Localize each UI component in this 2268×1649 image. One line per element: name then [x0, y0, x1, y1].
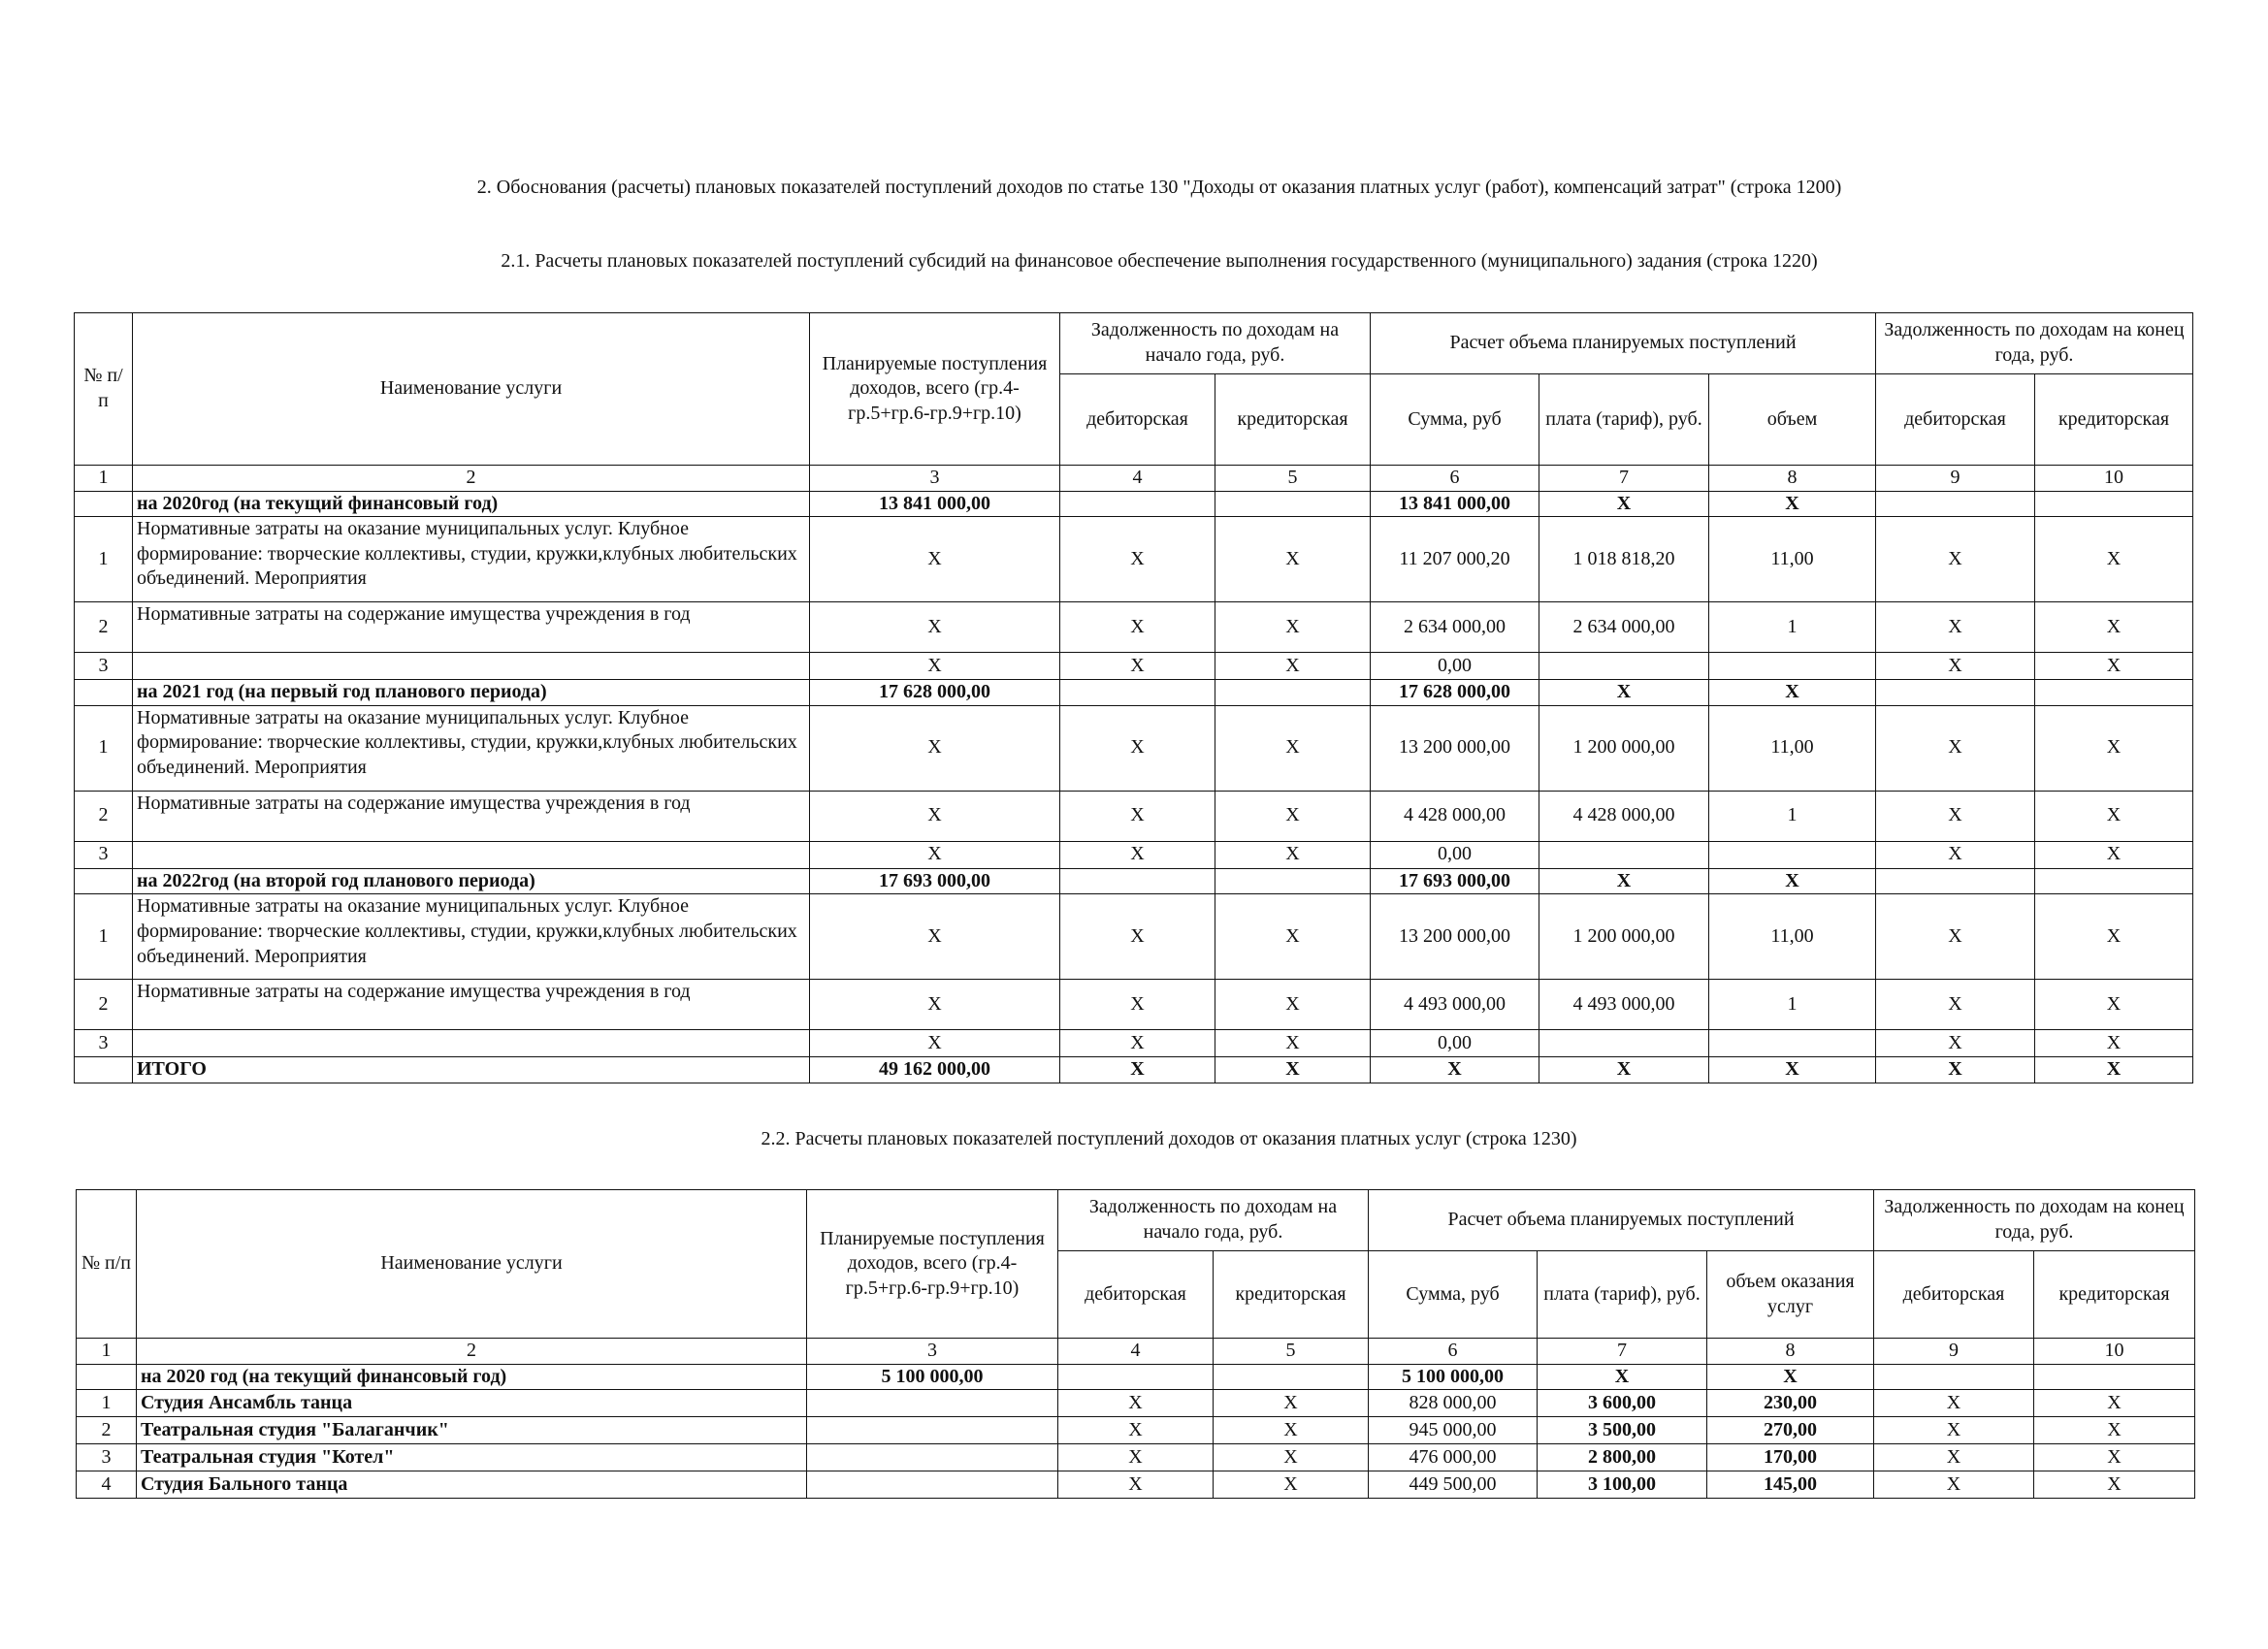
value-cell: X: [1876, 705, 2035, 791]
col-number: 9: [1876, 466, 2035, 492]
col-number: 8: [1709, 466, 1876, 492]
debit-header: дебиторская: [1060, 374, 1215, 466]
value-cell: X: [2034, 1417, 2195, 1444]
value-cell: X: [1876, 602, 2035, 653]
value-cell: X: [2034, 1471, 2195, 1499]
service-name-cell: Студия Ансамбль танца: [137, 1390, 807, 1417]
value-cell: 4 493 000,00: [1539, 980, 1709, 1030]
table-row: [75, 491, 2193, 517]
service-name-cell: Театральная студия "Балаганчик": [137, 1417, 807, 1444]
service-name-cell: ИТОГО: [133, 1057, 810, 1083]
col-number: 4: [1060, 466, 1215, 492]
service-name-cell: Нормативные затраты на содержание имущества учреждения в год: [133, 791, 810, 841]
row-number-cell: [75, 868, 133, 894]
col-number: 10: [2034, 1339, 2195, 1365]
row-number-cell: 2: [75, 980, 133, 1030]
value-cell: 1: [1709, 980, 1876, 1030]
col-number: 5: [1214, 1339, 1369, 1365]
credit-header: кредиторская: [1215, 374, 1371, 466]
value-cell: X: [1215, 841, 1371, 868]
col-number: 2: [137, 1339, 807, 1365]
value-cell: 5 100 000,00: [807, 1364, 1058, 1390]
value-cell: X: [1876, 1030, 2035, 1057]
row-number-cell: 2: [77, 1417, 137, 1444]
value-cell: X: [1371, 1057, 1539, 1083]
value-cell: 270,00: [1707, 1417, 1874, 1444]
table-row: [77, 1444, 2195, 1471]
value-cell: [1876, 680, 2035, 706]
debt-end-header: Задолженность по доходам на конец года, руб.: [1876, 313, 2193, 374]
value-cell: [807, 1444, 1058, 1471]
service-name-cell: на 2020год (на текущий финансовый год): [133, 491, 810, 517]
value-cell: X: [2035, 653, 2193, 680]
table-row: [75, 680, 2193, 706]
row-number-cell: 3: [77, 1444, 137, 1471]
service-name-cell: на 2020 год (на текущий финансовый год): [137, 1364, 807, 1390]
value-cell: X: [1215, 1057, 1371, 1083]
value-cell: X: [1876, 1057, 2035, 1083]
value-cell: X: [1214, 1471, 1369, 1499]
section-2-2-heading: 2.2. Расчеты плановых показателей поступлений доходов от оказания платных услуг (строка 1230): [761, 1128, 1577, 1149]
value-cell: X: [1214, 1417, 1369, 1444]
value-cell: [2035, 868, 2193, 894]
col-number: 7: [1538, 1339, 1707, 1365]
value-cell: X: [1060, 791, 1215, 841]
value-cell: X: [1215, 791, 1371, 841]
value-cell: [1060, 868, 1215, 894]
credit-end-header: кредиторская: [2034, 1251, 2195, 1339]
col-number: 7: [1539, 466, 1709, 492]
col-num-header: № п/п: [75, 313, 133, 466]
value-cell: X: [1060, 517, 1215, 602]
value-cell: 13 200 000,00: [1371, 894, 1539, 980]
service-name-cell: Нормативные затраты на содержание имущества учреждения в год: [133, 980, 810, 1030]
service-name-cell: Нормативные затраты на оказание муниципальных услуг. Клубное формирование: творческие коллективы, студии, кружки,клубных любительских объединений. Мероприятия: [133, 517, 810, 602]
value-cell: 145,00: [1707, 1471, 1874, 1499]
col-number: 5: [1215, 466, 1371, 492]
value-cell: [1215, 680, 1371, 706]
value-cell: [807, 1417, 1058, 1444]
value-cell: X: [1876, 517, 2035, 602]
col-number: 1: [77, 1339, 137, 1365]
value-cell: X: [1060, 602, 1215, 653]
value-cell: 476 000,00: [1369, 1444, 1538, 1471]
service-name-cell: Нормативные затраты на оказание муниципальных услуг. Клубное формирование: творческие коллективы, студии, кружки,клубных любительских объединений. Мероприятия: [133, 894, 810, 980]
service-name-cell: Нормативные затраты на оказание муниципальных услуг. Клубное формирование: творческие коллективы, студии, кружки,клубных любительских объединений. Мероприятия: [133, 705, 810, 791]
value-cell: X: [1060, 841, 1215, 868]
value-cell: X: [1060, 705, 1215, 791]
row-number-cell: [77, 1364, 137, 1390]
value-cell: X: [1215, 653, 1371, 680]
service-name-cell: [133, 841, 810, 868]
value-cell: X: [1876, 841, 2035, 868]
table-row: [75, 980, 2193, 1030]
value-cell: X: [1874, 1444, 2034, 1471]
value-cell: X: [810, 517, 1060, 602]
value-cell: X: [1876, 653, 2035, 680]
paid-services-table: [76, 1189, 2195, 1499]
value-cell: X: [1707, 1364, 1874, 1390]
table-row: [77, 1417, 2195, 1444]
value-cell: 0,00: [1371, 1030, 1539, 1057]
section-2-heading: 2. Обоснования (расчеты) плановых показателей поступлений доходов по статье 130 "Доходы от оказания платных услуг (работ), компенсаций затрат" (строка 1200): [476, 177, 1842, 198]
table-row: [75, 602, 2193, 653]
credit-end-header: кредиторская: [2035, 374, 2193, 466]
value-cell: X: [1874, 1390, 2034, 1417]
value-cell: [1539, 653, 1709, 680]
col-name-header: Наименование услуги: [133, 313, 810, 466]
col-number: 1: [75, 466, 133, 492]
row-number-cell: [75, 680, 133, 706]
service-name-cell: на 2022год (на второй год планового периода): [133, 868, 810, 894]
col-number: 3: [807, 1339, 1058, 1365]
value-cell: 5 100 000,00: [1369, 1364, 1538, 1390]
value-cell: X: [1214, 1444, 1369, 1471]
value-cell: 230,00: [1707, 1390, 1874, 1417]
value-cell: X: [810, 705, 1060, 791]
service-name-cell: [133, 1030, 810, 1057]
row-number-cell: 2: [75, 602, 133, 653]
value-cell: X: [1709, 491, 1876, 517]
table-row: [75, 894, 2193, 980]
value-cell: X: [1215, 517, 1371, 602]
debt-start-header: Задолженность по доходам на начало года, руб.: [1058, 1190, 1369, 1251]
value-cell: X: [1709, 868, 1876, 894]
value-cell: 0,00: [1371, 653, 1539, 680]
value-cell: X: [1215, 1030, 1371, 1057]
value-cell: X: [810, 1030, 1060, 1057]
value-cell: X: [2035, 517, 2193, 602]
col-planned-header: Планируемые поступления доходов, всего (гр.4-гр.5+гр.6-гр.9+гр.10): [810, 313, 1060, 466]
value-cell: 17 693 000,00: [1371, 868, 1539, 894]
value-cell: [1709, 1030, 1876, 1057]
row-number-cell: 3: [75, 1030, 133, 1057]
service-name-cell: Студия Бального танца: [137, 1471, 807, 1499]
col-number: 8: [1707, 1339, 1874, 1365]
value-cell: [1876, 868, 2035, 894]
tariff-header: плата (тариф), руб.: [1539, 374, 1709, 466]
value-cell: [1215, 868, 1371, 894]
value-cell: [1214, 1364, 1369, 1390]
value-cell: X: [2035, 980, 2193, 1030]
column-number-row: [75, 466, 2193, 492]
service-name-cell: на 2021 год (на первый год планового периода): [133, 680, 810, 706]
debit-header: дебиторская: [1058, 1251, 1214, 1339]
sum-header: Сумма, руб: [1371, 374, 1539, 466]
value-cell: X: [1215, 980, 1371, 1030]
value-cell: X: [1709, 680, 1876, 706]
col-planned-header: Планируемые поступления доходов, всего (гр.4-гр.5+гр.6-гр.9+гр.10): [807, 1190, 1058, 1339]
table-row: [75, 705, 2193, 791]
value-cell: X: [1060, 1057, 1215, 1083]
calc-header: Расчет объема планируемых поступлений: [1371, 313, 1876, 374]
value-cell: X: [1874, 1471, 2034, 1499]
value-cell: X: [1874, 1417, 2034, 1444]
value-cell: X: [1060, 980, 1215, 1030]
value-cell: 828 000,00: [1369, 1390, 1538, 1417]
row-number-cell: 1: [75, 705, 133, 791]
sum-header: Сумма, руб: [1369, 1251, 1538, 1339]
value-cell: X: [2035, 1057, 2193, 1083]
value-cell: 449 500,00: [1369, 1471, 1538, 1499]
value-cell: [1874, 1364, 2034, 1390]
value-cell: X: [1876, 894, 2035, 980]
value-cell: [1060, 491, 1215, 517]
table-row: [75, 791, 2193, 841]
value-cell: [1709, 841, 1876, 868]
column-number-row: [77, 1339, 2195, 1365]
volume-header: объем оказания услуг: [1707, 1251, 1874, 1339]
col-number: 3: [810, 466, 1060, 492]
value-cell: [1060, 680, 1215, 706]
row-number-cell: 3: [75, 841, 133, 868]
value-cell: 1: [1709, 791, 1876, 841]
value-cell: X: [2035, 602, 2193, 653]
value-cell: 17 628 000,00: [1371, 680, 1539, 706]
value-cell: [2035, 491, 2193, 517]
value-cell: 1 200 000,00: [1539, 894, 1709, 980]
value-cell: X: [810, 602, 1060, 653]
value-cell: 4 493 000,00: [1371, 980, 1539, 1030]
value-cell: X: [2035, 894, 2193, 980]
row-number-cell: 2: [75, 791, 133, 841]
value-cell: 0,00: [1371, 841, 1539, 868]
table-row: [75, 1057, 2193, 1083]
value-cell: 2 634 000,00: [1539, 602, 1709, 653]
value-cell: X: [1214, 1390, 1369, 1417]
value-cell: [2034, 1364, 2195, 1390]
value-cell: X: [1060, 894, 1215, 980]
col-number: 6: [1371, 466, 1539, 492]
table-row: [77, 1364, 2195, 1390]
value-cell: X: [1058, 1390, 1214, 1417]
value-cell: 17 628 000,00: [810, 680, 1060, 706]
row-number-cell: 4: [77, 1471, 137, 1499]
table-row: [77, 1390, 2195, 1417]
col-num-header: № п/п: [77, 1190, 137, 1339]
value-cell: X: [2035, 705, 2193, 791]
value-cell: [1876, 491, 2035, 517]
col-number: 9: [1874, 1339, 2034, 1365]
value-cell: 13 841 000,00: [1371, 491, 1539, 517]
value-cell: X: [1215, 894, 1371, 980]
col-number: 2: [133, 466, 810, 492]
value-cell: [1539, 841, 1709, 868]
value-cell: 4 428 000,00: [1371, 791, 1539, 841]
value-cell: X: [810, 894, 1060, 980]
service-name-cell: Театральная студия "Котел": [137, 1444, 807, 1471]
value-cell: 945 000,00: [1369, 1417, 1538, 1444]
service-name-cell: [133, 653, 810, 680]
value-cell: X: [810, 791, 1060, 841]
row-number-cell: 3: [75, 653, 133, 680]
table-row: [77, 1471, 2195, 1499]
value-cell: X: [1058, 1444, 1214, 1471]
value-cell: X: [2034, 1444, 2195, 1471]
value-cell: X: [1539, 491, 1709, 517]
value-cell: 13 841 000,00: [810, 491, 1060, 517]
col-number: 6: [1369, 1339, 1538, 1365]
tariff-header: плата (тариф), руб.: [1538, 1251, 1707, 1339]
value-cell: 1 018 818,20: [1539, 517, 1709, 602]
value-cell: X: [2035, 791, 2193, 841]
value-cell: 2 634 000,00: [1371, 602, 1539, 653]
table-row: [75, 868, 2193, 894]
service-name-cell: Нормативные затраты на содержание имущества учреждения в год: [133, 602, 810, 653]
value-cell: [1709, 653, 1876, 680]
table-row: [75, 1030, 2193, 1057]
debt-end-header: Задолженность по доходам на конец года, руб.: [1874, 1190, 2195, 1251]
value-cell: 2 800,00: [1538, 1444, 1707, 1471]
value-cell: 49 162 000,00: [810, 1057, 1060, 1083]
value-cell: X: [1058, 1471, 1214, 1499]
value-cell: [1539, 1030, 1709, 1057]
debt-start-header: Задолженность по доходам на начало года, руб.: [1060, 313, 1371, 374]
value-cell: 170,00: [1707, 1444, 1874, 1471]
col-name-header: Наименование услуги: [137, 1190, 807, 1339]
value-cell: [1058, 1364, 1214, 1390]
col-number: 4: [1058, 1339, 1214, 1365]
section-2-1-heading: 2.1. Расчеты плановых показателей поступлений субсидий на финансовое обеспечение выполнения государственного (муниципального) задания (строка 1220): [501, 250, 1818, 272]
value-cell: X: [1709, 1057, 1876, 1083]
value-cell: X: [1539, 680, 1709, 706]
value-cell: X: [810, 841, 1060, 868]
value-cell: 1 200 000,00: [1539, 705, 1709, 791]
value-cell: X: [810, 980, 1060, 1030]
value-cell: X: [2035, 1030, 2193, 1057]
value-cell: X: [1876, 980, 2035, 1030]
col-number: 10: [2035, 466, 2193, 492]
value-cell: 17 693 000,00: [810, 868, 1060, 894]
value-cell: X: [810, 653, 1060, 680]
value-cell: X: [1060, 653, 1215, 680]
debit-end-header: дебиторская: [1876, 374, 2035, 466]
row-number-cell: 1: [75, 517, 133, 602]
value-cell: 4 428 000,00: [1539, 791, 1709, 841]
value-cell: 11 207 000,20: [1371, 517, 1539, 602]
value-cell: 11,00: [1709, 705, 1876, 791]
value-cell: [807, 1390, 1058, 1417]
value-cell: [1215, 491, 1371, 517]
value-cell: 13 200 000,00: [1371, 705, 1539, 791]
value-cell: X: [2034, 1390, 2195, 1417]
value-cell: X: [1538, 1364, 1707, 1390]
subsidy-calculation-table: [74, 312, 2193, 1083]
debit-end-header: дебиторская: [1874, 1251, 2034, 1339]
value-cell: 11,00: [1709, 517, 1876, 602]
row-number-cell: [75, 491, 133, 517]
value-cell: 1: [1709, 602, 1876, 653]
value-cell: X: [1876, 791, 2035, 841]
value-cell: 3 500,00: [1538, 1417, 1707, 1444]
table-row: [75, 653, 2193, 680]
table-row: [75, 841, 2193, 868]
value-cell: 3 600,00: [1538, 1390, 1707, 1417]
value-cell: X: [1060, 1030, 1215, 1057]
row-number-cell: [75, 1057, 133, 1083]
calc-header: Расчет объема планируемых поступлений: [1369, 1190, 1874, 1251]
value-cell: X: [1215, 705, 1371, 791]
row-number-cell: 1: [77, 1390, 137, 1417]
volume-header: объем: [1709, 374, 1876, 466]
value-cell: 3 100,00: [1538, 1471, 1707, 1499]
credit-header: кредиторская: [1214, 1251, 1369, 1339]
value-cell: [807, 1471, 1058, 1499]
value-cell: [2035, 680, 2193, 706]
row-number-cell: 1: [75, 894, 133, 980]
table-row: [75, 517, 2193, 602]
value-cell: X: [1058, 1417, 1214, 1444]
value-cell: X: [2035, 841, 2193, 868]
value-cell: 11,00: [1709, 894, 1876, 980]
value-cell: X: [1215, 602, 1371, 653]
value-cell: X: [1539, 868, 1709, 894]
value-cell: X: [1539, 1057, 1709, 1083]
